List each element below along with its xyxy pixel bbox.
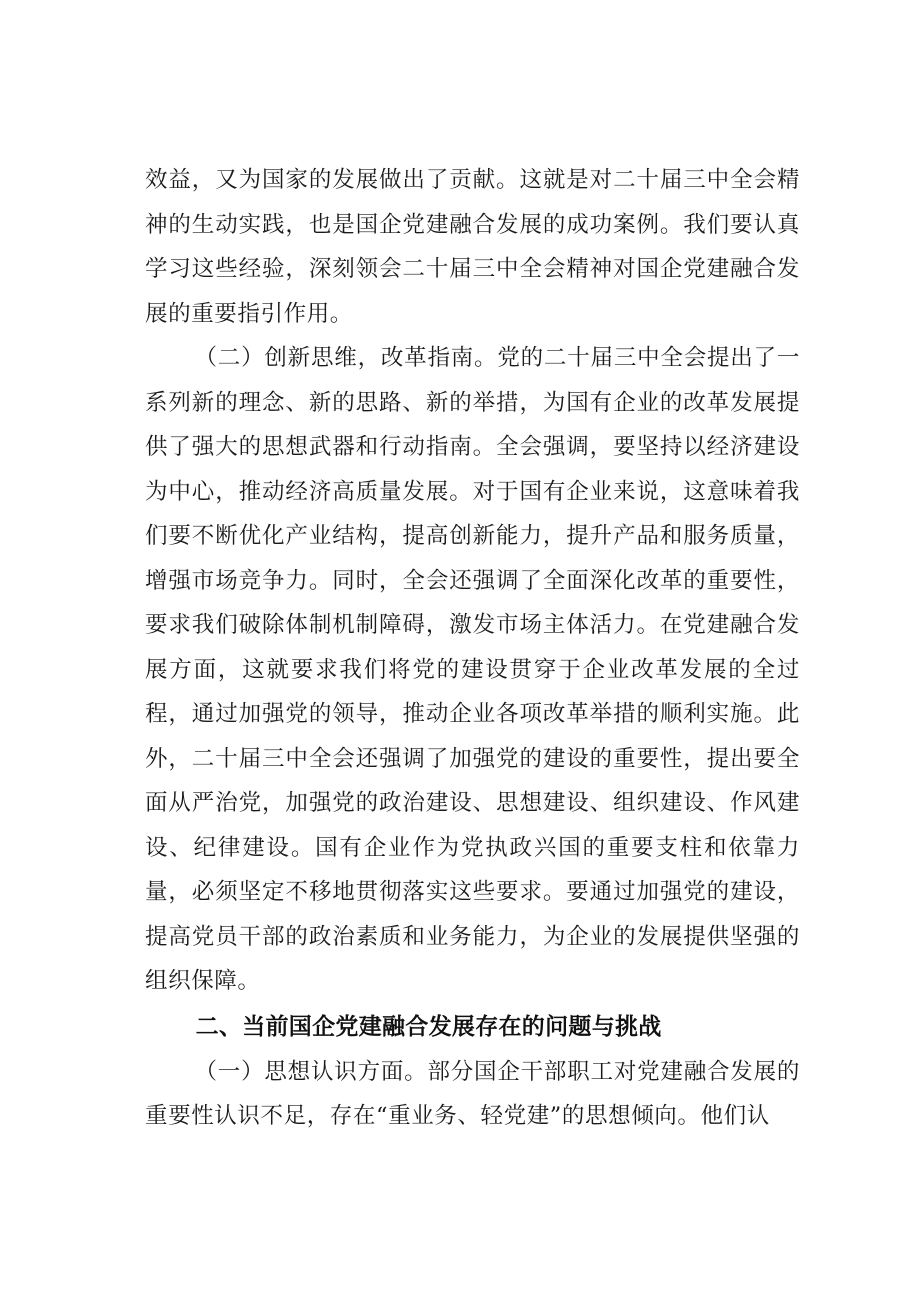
body-paragraph-continued: 效益，又为国家的发展做出了贡献。这就是对二十届三中全会精神的生动实践，也是国企党建融合发展的成功案例。我们要认真学习这些经验，深刻领会二十届三中全会精神对国企党建融合发展的重要指引作用。 — [145, 167, 800, 327]
body-paragraph-innovation: （二）创新思维，改革指南。党的二十届三中全会提出了一系列新的理念、新的思路、新的举措，为国有企业的改革发展提供了强大的思想武器和行动指南。全会强调，要坚持以经济建设为中心，推动经济高质量发展。对于国有企业来说，这意味着我们要不断优化产业结构，提高创新能力，提升产品和服务质量，增强市场竞争力。同时，全会还强调了全面深化改革的重要性，要求我们破除体制机制障碍，激发市场主体活力。在党建融合发展方面，这就要求我们将党的建设贯穿于企业改革发展的全过程，通过加强党的领导，推动企业各项改革举措的顺利实施。此外，二十届三中全会还强调了加强党的建设的重要性，提出要全面从严治党，加强党的政治建设、思想建设、组织建设、作风建设、纪律建设。国有企业作为党执政兴国的重要支柱和依靠力量，必须坚定不移地贯彻落实这些要求。要通过加强党的建设，提高党员干部的政治素质和业务能力，为企业的发展提供坚强的组织保障。 — [145, 345, 800, 994]
body-paragraph-ideology: （一）思想认识方面。部分国企干部职工对党建融合发展的重要性认识不足，存在“重业务、轻党建”的思想倾向。他们认 — [145, 1058, 800, 1129]
section-heading: 二、当前国企党建融合发展存在的问题与挑战 — [195, 1013, 662, 1040]
document-body — [145, 158, 800, 1139]
